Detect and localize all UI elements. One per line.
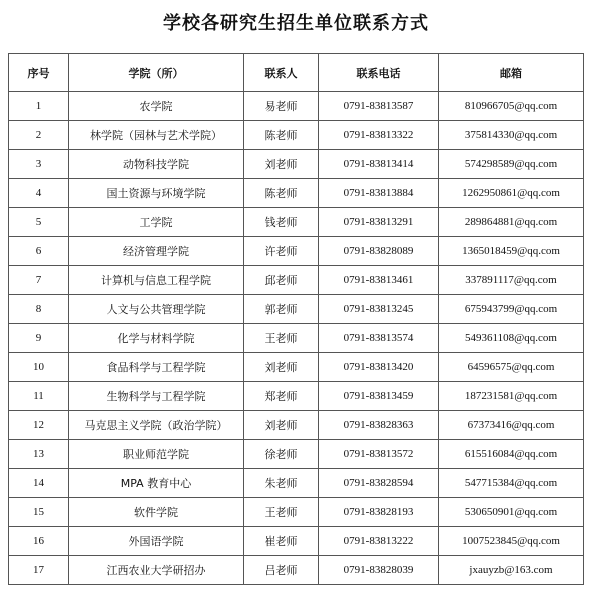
cell-college: 化学与材料学院 bbox=[69, 324, 244, 353]
cell-email: 530650901@qq.com bbox=[439, 498, 584, 527]
table-row bbox=[9, 498, 584, 527]
table-row bbox=[9, 92, 584, 121]
cell-no: 1 bbox=[9, 92, 69, 121]
cell-no: 16 bbox=[9, 527, 69, 556]
table-row bbox=[9, 469, 584, 498]
cell-email: 337891117@qq.com bbox=[439, 266, 584, 295]
table-row bbox=[9, 527, 584, 556]
table-row bbox=[9, 295, 584, 324]
cell-phone: 0791-83813459 bbox=[319, 382, 439, 411]
cell-college: 外国语学院 bbox=[69, 527, 244, 556]
cell-phone: 0791-83828039 bbox=[319, 556, 439, 585]
cell-college: 国土资源与环境学院 bbox=[69, 179, 244, 208]
cell-phone: 0791-83828594 bbox=[319, 469, 439, 498]
cell-no: 11 bbox=[9, 382, 69, 411]
cell-phone: 0791-83813574 bbox=[319, 324, 439, 353]
contact-table bbox=[8, 53, 584, 585]
cell-contact: 王老师 bbox=[244, 498, 319, 527]
cell-no: 7 bbox=[9, 266, 69, 295]
cell-phone: 0791-83813322 bbox=[319, 121, 439, 150]
cell-no: 6 bbox=[9, 237, 69, 266]
cell-college: 生物科学与工程学院 bbox=[69, 382, 244, 411]
cell-contact: 易老师 bbox=[244, 92, 319, 121]
cell-phone: 0791-83828089 bbox=[319, 237, 439, 266]
cell-contact: 王老师 bbox=[244, 324, 319, 353]
table-row bbox=[9, 411, 584, 440]
cell-contact: 邱老师 bbox=[244, 266, 319, 295]
cell-college: 软件学院 bbox=[69, 498, 244, 527]
table-row bbox=[9, 150, 584, 179]
cell-no: 13 bbox=[9, 440, 69, 469]
cell-no: 8 bbox=[9, 295, 69, 324]
cell-phone: 0791-83813245 bbox=[319, 295, 439, 324]
cell-contact: 崔老师 bbox=[244, 527, 319, 556]
table-body bbox=[9, 92, 584, 585]
cell-no: 9 bbox=[9, 324, 69, 353]
cell-no: 5 bbox=[9, 208, 69, 237]
cell-contact: 陈老师 bbox=[244, 121, 319, 150]
cell-no: 3 bbox=[9, 150, 69, 179]
cell-phone: 0791-83813414 bbox=[319, 150, 439, 179]
cell-email: 547715384@qq.com bbox=[439, 469, 584, 498]
cell-college: 经济管理学院 bbox=[69, 237, 244, 266]
cell-college: 马克思主义学院（政治学院） bbox=[69, 411, 244, 440]
header-no: 序号 bbox=[9, 54, 69, 92]
cell-no: 14 bbox=[9, 469, 69, 498]
cell-email: 67373416@qq.com bbox=[439, 411, 584, 440]
cell-college: 职业师范学院 bbox=[69, 440, 244, 469]
cell-no: 17 bbox=[9, 556, 69, 585]
cell-college: 人文与公共管理学院 bbox=[69, 295, 244, 324]
cell-phone: 0791-83813587 bbox=[319, 92, 439, 121]
header-email: 邮箱 bbox=[439, 54, 584, 92]
table-row bbox=[9, 556, 584, 585]
cell-email: 675943799@qq.com bbox=[439, 295, 584, 324]
table-row bbox=[9, 353, 584, 382]
cell-phone: 0791-83813291 bbox=[319, 208, 439, 237]
table-row bbox=[9, 440, 584, 469]
cell-email: 289864881@qq.com bbox=[439, 208, 584, 237]
cell-contact: 郑老师 bbox=[244, 382, 319, 411]
cell-contact: 刘老师 bbox=[244, 411, 319, 440]
cell-contact: 陈老师 bbox=[244, 179, 319, 208]
cell-phone: 0791-83813222 bbox=[319, 527, 439, 556]
cell-contact: 朱老师 bbox=[244, 469, 319, 498]
header-phone: 联系电话 bbox=[319, 54, 439, 92]
cell-college: 动物科技学院 bbox=[69, 150, 244, 179]
cell-phone: 0791-83813461 bbox=[319, 266, 439, 295]
table-row bbox=[9, 324, 584, 353]
cell-email: 1365018459@qq.com bbox=[439, 237, 584, 266]
cell-no: 2 bbox=[9, 121, 69, 150]
cell-college: MPA 教育中心 bbox=[69, 469, 244, 498]
cell-college: 农学院 bbox=[69, 92, 244, 121]
cell-college: 计算机与信息工程学院 bbox=[69, 266, 244, 295]
cell-email: 1007523845@qq.com bbox=[439, 527, 584, 556]
cell-contact: 郭老师 bbox=[244, 295, 319, 324]
header-row bbox=[9, 54, 584, 92]
cell-phone: 0791-83813420 bbox=[319, 353, 439, 382]
cell-email: 615516084@qq.com bbox=[439, 440, 584, 469]
cell-email: 187231581@qq.com bbox=[439, 382, 584, 411]
cell-contact: 许老师 bbox=[244, 237, 319, 266]
cell-no: 15 bbox=[9, 498, 69, 527]
cell-college: 食品科学与工程学院 bbox=[69, 353, 244, 382]
cell-no: 4 bbox=[9, 179, 69, 208]
table-row bbox=[9, 266, 584, 295]
cell-college: 江西农业大学研招办 bbox=[69, 556, 244, 585]
page-title: 学校各研究生招生单位联系方式 bbox=[163, 13, 429, 34]
cell-email: 574298589@qq.com bbox=[439, 150, 584, 179]
cell-email: 810966705@qq.com bbox=[439, 92, 584, 121]
cell-no: 10 bbox=[9, 353, 69, 382]
cell-email: 375814330@qq.com bbox=[439, 121, 584, 150]
table-row bbox=[9, 208, 584, 237]
cell-contact: 吕老师 bbox=[244, 556, 319, 585]
cell-college: 工学院 bbox=[69, 208, 244, 237]
cell-email: 549361108@qq.com bbox=[439, 324, 584, 353]
cell-no: 12 bbox=[9, 411, 69, 440]
cell-college: 林学院（园林与艺术学院） bbox=[69, 121, 244, 150]
header-college: 学院（所） bbox=[69, 54, 244, 92]
cell-phone: 0791-83813572 bbox=[319, 440, 439, 469]
cell-phone: 0791-83813884 bbox=[319, 179, 439, 208]
cell-contact: 徐老师 bbox=[244, 440, 319, 469]
cell-email: 64596575@qq.com bbox=[439, 353, 584, 382]
table-row bbox=[9, 237, 584, 266]
cell-email: 1262950861@qq.com bbox=[439, 179, 584, 208]
cell-email: jxauyzb@163.com bbox=[439, 556, 584, 585]
table-row bbox=[9, 382, 584, 411]
table-row bbox=[9, 179, 584, 208]
cell-phone: 0791-83828363 bbox=[319, 411, 439, 440]
table-row bbox=[9, 121, 584, 150]
cell-phone: 0791-83828193 bbox=[319, 498, 439, 527]
cell-contact: 钱老师 bbox=[244, 208, 319, 237]
header-contact: 联系人 bbox=[244, 54, 319, 92]
cell-contact: 刘老师 bbox=[244, 150, 319, 179]
cell-contact: 刘老师 bbox=[244, 353, 319, 382]
